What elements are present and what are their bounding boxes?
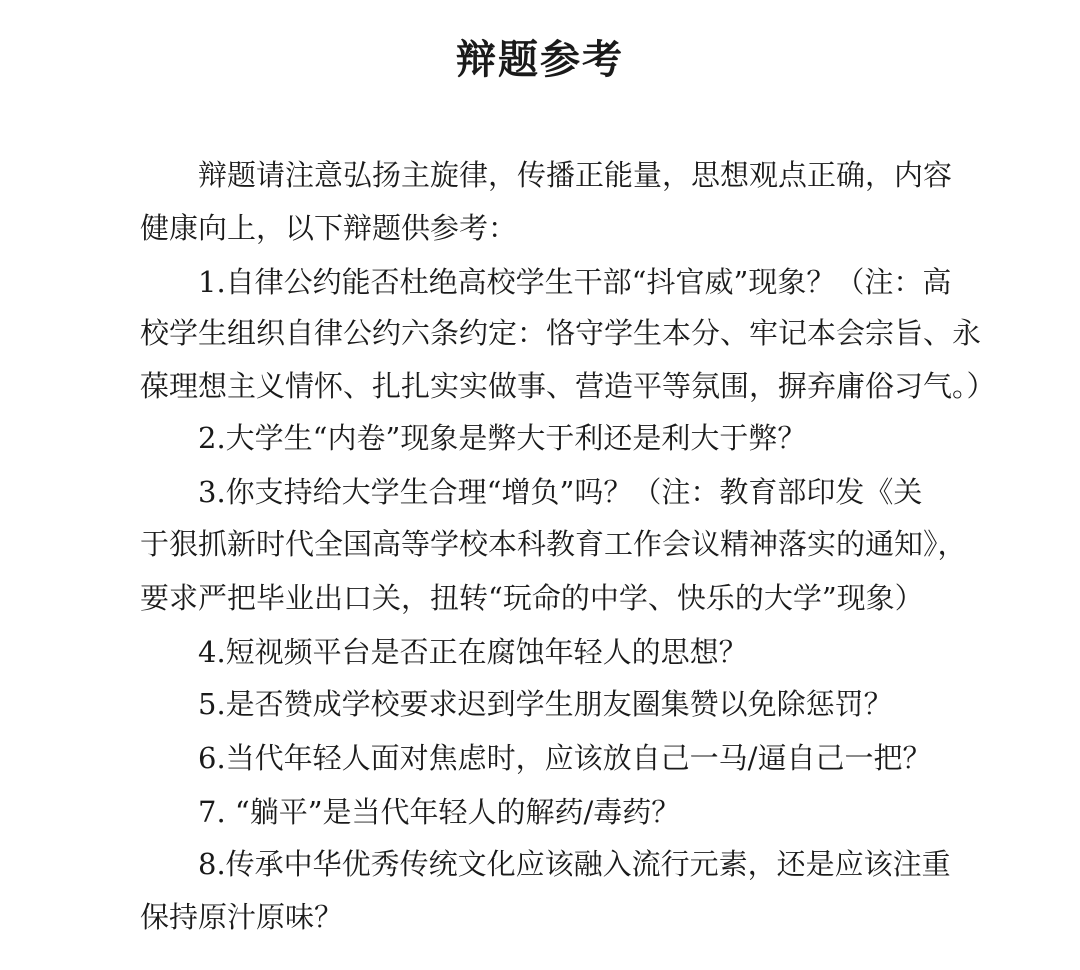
topic-3-line-1: 3.你支持给大学生合理“增负”吗？（注：教育部印发《关 bbox=[198, 475, 923, 509]
topic-6: 6.当代年轻人面对焦虑时，应该放自己一马/逼自己一把？ bbox=[198, 741, 932, 775]
topic-1-line-3: 葆理想主义情怀、扎扎实实做事、营造平等氛围，摒弃庸俗习气。） bbox=[140, 369, 996, 403]
page-title: 辩题参考 bbox=[456, 36, 624, 83]
topic-8-line-1: 8.传承中华优秀传统文化应该融入流行元素，还是应该注重 bbox=[198, 847, 951, 881]
topic-3-line-3: 要求严把毕业出口关，扭转“玩命的中学、快乐的大学”现象） bbox=[140, 581, 924, 615]
topic-7: 7. “躺平”是当代年轻人的解药/毒药？ bbox=[198, 795, 681, 829]
intro-line-1: 辩题请注意弘扬主旋律，传播正能量，思想观点正确，内容 bbox=[198, 158, 953, 192]
topic-2: 2.大学生“内卷”现象是弊大于利还是利大于弊？ bbox=[198, 421, 807, 455]
topic-1-line-2: 校学生组织自律公约六条约定：恪守学生本分、牢记本会宗旨、永 bbox=[140, 316, 982, 350]
topic-8-line-2: 保持原汁原味？ bbox=[140, 900, 344, 934]
topic-5: 5.是否赞成学校要求迟到学生朋友圈集赞以免除惩罚？ bbox=[198, 687, 893, 721]
topic-4: 4.短视频平台是否正在腐蚀年轻人的思想？ bbox=[198, 635, 748, 669]
topic-1-line-1: 1.自律公约能否杜绝高校学生干部“抖官威”现象？（注：高 bbox=[198, 265, 952, 299]
intro-line-2: 健康向上，以下辩题供参考： bbox=[140, 211, 518, 245]
topic-3-line-2: 于狠抓新时代全国高等学校本科教育工作会议精神落实的通知》， bbox=[140, 527, 967, 561]
